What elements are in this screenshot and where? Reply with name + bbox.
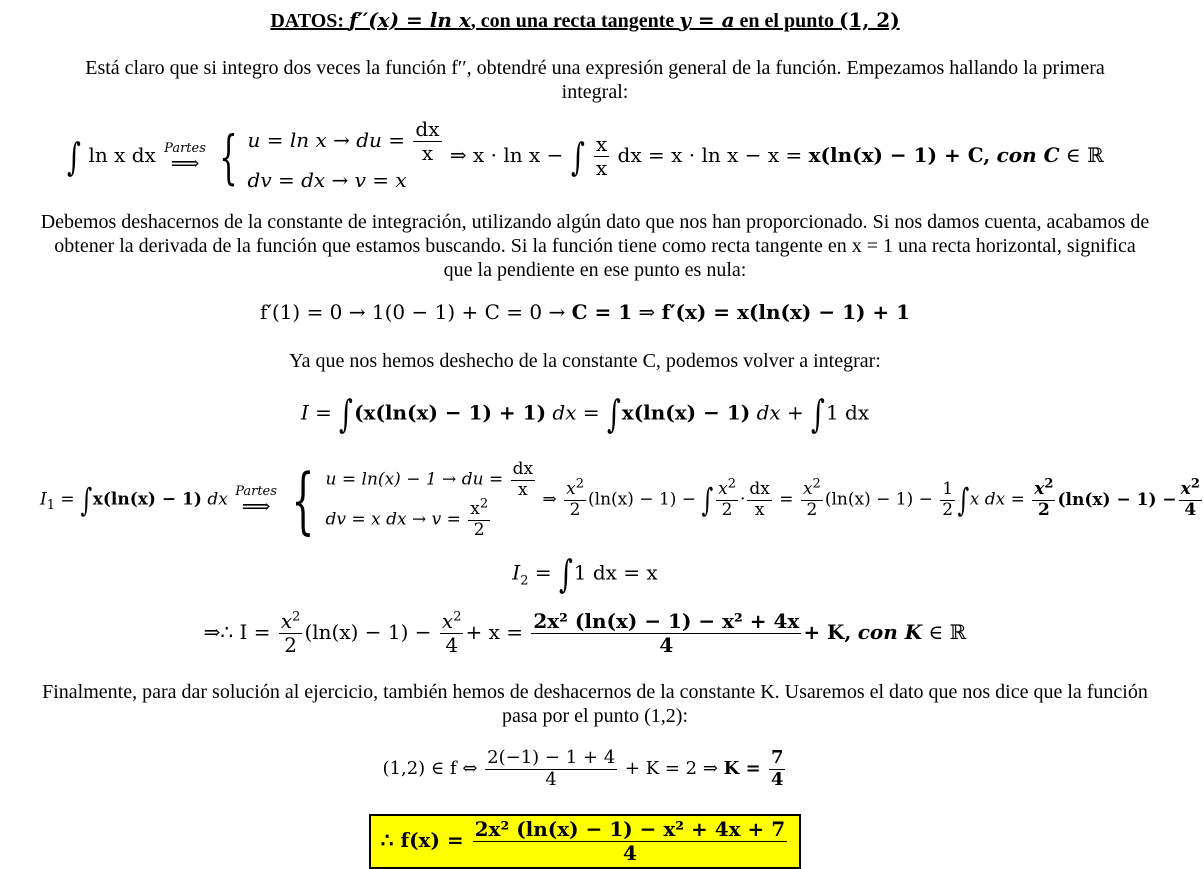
page-title — [0, 8, 1170, 33]
eq1-cond: con C — [996, 143, 1060, 167]
equation-result-i: ⇒∴ I = $\frac{x^2}{2}$ (ln(x) − 1) − $\frac{x^2}{4}$ + x = $\frac{\text{2x² (ln(x) − 1) − x² + 4x}}{4}$ + K, con K ∈ ℝ — [203, 609, 967, 657]
equation-derivative: f′(1) = 0 → 1(0 − 1) + C = 0 → C = 1 ⇒ f′(x) = x(ln(x) − 1) + 1 — [259, 300, 911, 324]
equation-i1: $I_1 = \int x(\ln(x) - 1)$ dx Partes ⟹ { u = ln(x) − 1 → du = $\frac{dx}{x}$ dv = x dx → v = $\frac{x^2}{2}$ ⇒ $\frac{x^2}{2}$ (ln(x) − 1) − ∫ $\frac{x^2}{2}$ · $\frac{dx}{x}$ = $\frac{x^2}{2}$ (ln(x) − 1) − $\frac{1}{2}$ ∫x dx = $\frac{x^2}{2}$ (ln(x) − 1) − $\frac{x^2}{4}$ — [40, 458, 1200, 543]
title-math: f′′(x) = ln x — [349, 8, 471, 32]
constant-paragraph: Debemos deshacernos de la constante de integración, utilizando algún dato que nos han proporcionado. Si nos damos cuenta, acabamos de obtener la derivada de la función que estamos buscando. Si la función tiene como recta tangente en x = 1 una recta horizontal, significa que la pendiente en ese punto es nula: — [40, 211, 1150, 281]
equation-first-integral: ∫ ln x dx Partes ⟹ { u = ln x → du = $\frac{dx}{x}$ dv = dx → v = x ⇒ x · ln x − ∫ $\frac{x}{x}$ dx = x · ln x − x = x(ln(x) − 1) + C, con C ∈ ℝ — [0, 118, 1170, 195]
brace: { — [219, 122, 238, 191]
eq1-rest: dx = x · ln x − x = — [617, 143, 803, 167]
equation-second-integral: I = ∫(x(ln(x) − 1) + 1) dx = ∫x(ln(x) − 1) dx + ∫1 dx — [300, 392, 870, 436]
eq1-lhs: ln x dx — [88, 143, 156, 167]
title-prefix: DATOS: — [270, 10, 350, 32]
eq1-cases: u = ln x → du = $\frac{dx}{x}$ dv = dx → v = x — [247, 117, 440, 192]
intro-paragraph: Está claro que si integro dos veces la función f′′, obtendré una expresión general de la función. Empezamos hallando la primera integral: — [85, 57, 1105, 103]
title-point: (1, 2) — [839, 8, 900, 32]
integrate-again-paragraph: Ya que nos hemos deshecho de la constante C, podemos volver a integrar: — [289, 350, 881, 372]
eq1-result: x(ln(x) − 1) + C, — [808, 143, 991, 167]
final-paragraph: Finalmente, para dar solución al ejercicio, también hemos de deshacernos de la constante K. Usaremos el dato que nos dice que la función pasa por el punto (1,2): — [42, 681, 1148, 727]
final-result-box — [0, 814, 1170, 869]
equation-constant-k: (1,2) ∈ f ⇔ $\frac{2(-1) - 1 + 4}{4}$ + K = 2 ⇒ K = $\frac{7}{4}$ — [382, 747, 784, 790]
parts-arrow: Partes ⟹ — [164, 140, 206, 175]
title-middle: , con una recta tangente — [470, 10, 680, 32]
integral-sign: ∫ — [67, 134, 82, 179]
title-middle2: en el punto — [734, 10, 839, 32]
title-math2: y = a — [679, 8, 735, 32]
eq1-mid: ⇒ x · ln x − — [449, 143, 564, 167]
equation-i2: $I_2 = \int 1$ dx = x — [512, 552, 658, 596]
highlight-box: ∴ f(x) = $\frac{\text{2x² (ln(x) − 1) − x² + 4x + 7}}{4}$ — [369, 814, 801, 869]
